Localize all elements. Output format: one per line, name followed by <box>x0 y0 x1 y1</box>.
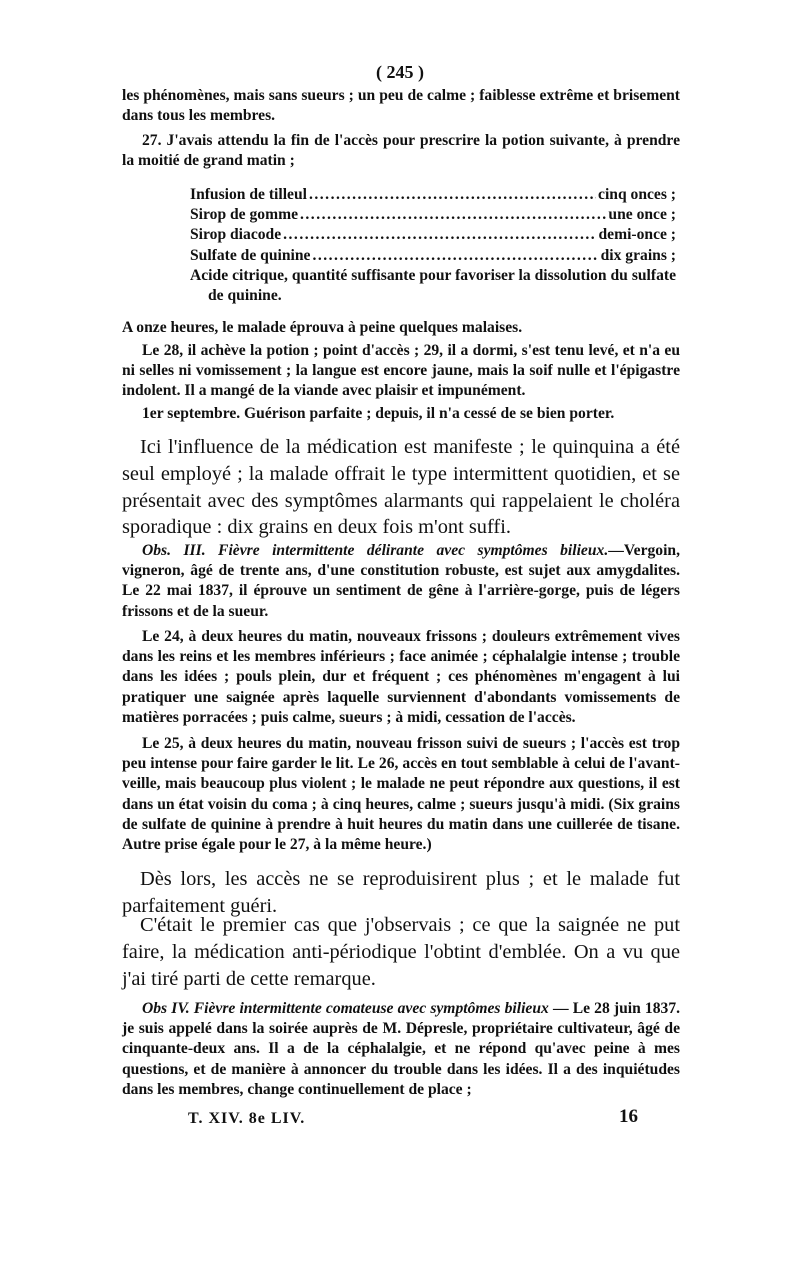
paragraph-cetait: C'était le premier cas que j'observais ; ce que la saignée ne put faire, la médication anti-périodique l'obtint d'emblée. On a vu que j'ai tiré parti de cette remarque. <box>122 914 680 990</box>
prescription-qty: cinq onces ; <box>598 186 676 203</box>
paragraph-des-lors: Dès lors, les accès ne se reproduisirent plus ; et le malade fut parfaitement guéri. <box>122 868 680 917</box>
observation-4-text: — Le 28 juin 1837. je suis appelé dans la soirée auprès de M. Dépresle, propriétaire cultivateur, âgé de cinquante-deux ans. Il a de la céphalalgie, et ne répond qu'avec peine à mes questions, et de manière à annoncer du trouble dans les idées. Il a des inquiétudes dans les membres, change continuellement de place ; <box>122 1000 681 1098</box>
prescription-note: Acide citrique, quantité suffisante pour favoriser la dissolution du sulfate de quinine. <box>190 266 676 305</box>
dot-leader <box>300 205 606 225</box>
observation-3-intro <box>122 541 680 622</box>
observation-4-title: Obs IV. Fièvre intermittente comateuse avec symptômes bilieux <box>142 1000 549 1017</box>
paragraph-septembre: 1er septembre. Guérison parfaite ; depuis, il n'a cessé de se bien porter. <box>142 405 615 422</box>
prescription-item <box>190 246 676 266</box>
prescription-list <box>190 185 676 306</box>
paragraph-27: 27. J'avais attendu la fin de l'accès pour prescrire la potion suivante, à prendre la moitié de grand matin ; <box>122 132 680 170</box>
dot-leader <box>309 185 596 205</box>
intro-paragraph: les phénomènes, mais sans sueurs ; un peu de calme ; faiblesse extrême et brisement dans tous les membres. <box>122 87 680 125</box>
prescription-item <box>190 185 676 205</box>
dot-leader <box>283 225 596 245</box>
paragraph-le-24: Le 24, à deux heures du matin, nouveaux frissons ; douleurs extrêmement vives dans les reins et les membres inférieurs ; face animée ; céphalalgie intense ; trouble dans les idées ; pouls plein, dur et fréquent ; ces phénomènes m'engagent à lui pratiquer une saignée après laquelle surviennent d'abondants vomissements de matières porracées ; puis calme, sueurs ; à midi, cessation de l'accès. <box>122 628 680 726</box>
prescription-qty: demi-once ; <box>598 226 676 244</box>
prescription-item <box>190 225 676 245</box>
prescription-name: Infusion de tilleul <box>190 186 307 203</box>
observation-3-text: —Vergoin, vigneron, âgé de trente ans, d'une constitution robuste, est sujet aux amygdalites. Le 22 mai 1837, il éprouve un sentiment de gêne à l'arrière-gorge, puis de légers frissons et de la sueur. <box>122 542 680 620</box>
observation-4-intro <box>122 999 680 1100</box>
prescription-item <box>190 205 676 225</box>
paragraph-le-25: Le 25, à deux heures du matin, nouveau frisson suivi de sueurs ; l'accès est trop peu intense pour faire garder le lit. Le 26, accès en tout semblable à celui de l'avant-veille, mais beaucoup plus violent ; le malade ne peut répondre aux questions, il est dans un état voisin du coma ; à cinq heures, calme ; sueurs jusqu'à midi. (Six grains de sulfate de quinine à prendre à huit heures du matin dans une cuillerée de tisane. Autre prise égale pour le 27, à la même heure.) <box>122 735 680 854</box>
paragraph-onze-heures: A onze heures, le malade éprouva à peine quelques malaises. <box>122 319 523 336</box>
observation-3-title: Obs. III. Fièvre intermittente délirante avec symptômes bilieux. <box>142 542 609 559</box>
paragraph-ici: Ici l'influence de la médication est manifeste ; le quinquina a été seul employé ; la malade offrait le type intermittent quotidien, et se présentait avec des symptômes alarmants qui rappelaient le choléra sporadique : dix grains en deux fois m'ont suffi. <box>122 436 680 539</box>
prescription-qty: dix grains ; <box>600 246 676 264</box>
dot-leader <box>312 246 598 266</box>
paragraph-le-28: Le 28, il achève la potion ; point d'accès ; 29, il a dormi, s'est tenu levé, et n'a eu ni selles ni vomissement ; la langue est encore jaune, mais la soif nulle et l'épigastre indolent. Il a mangé de la viande avec plaisir et impunément. <box>122 342 680 400</box>
page-number: ( 245 ) <box>376 62 424 82</box>
footer-sheet-number: 16 <box>619 1106 638 1127</box>
prescription-name: Sulfate de quinine <box>190 246 311 264</box>
prescription-name: Sirop de gomme <box>190 206 298 224</box>
signature-mark: T. XIV. 8e LIV. <box>188 1110 306 1127</box>
prescription-qty: une once ; <box>608 206 676 224</box>
prescription-name: Sirop diacode <box>190 226 282 244</box>
